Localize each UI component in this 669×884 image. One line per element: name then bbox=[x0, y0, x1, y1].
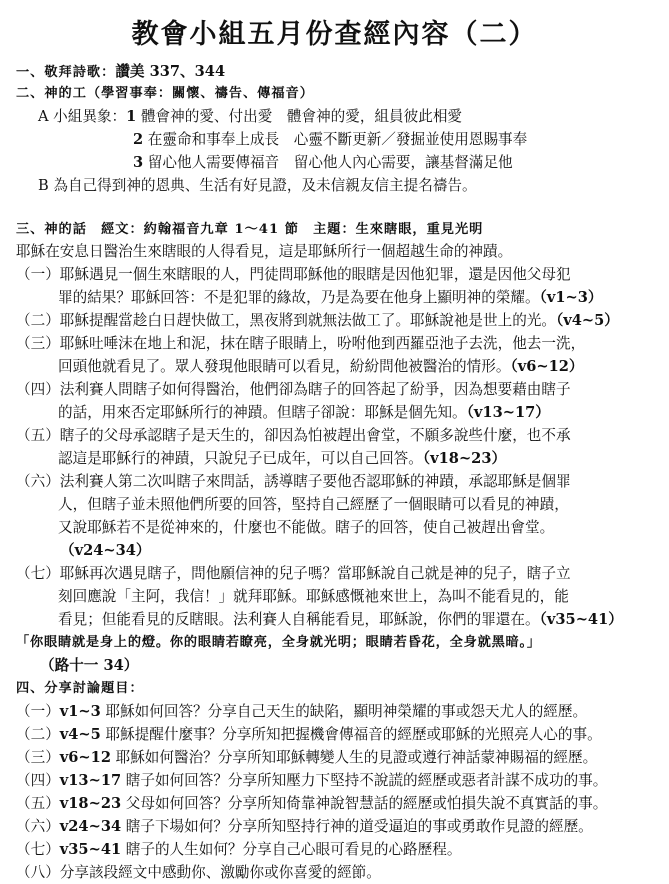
scripture-item-cont bbox=[58, 403, 550, 423]
item-text: 耶穌提醒當趁白日趕快做工，黑夜將到就無法做工了。耶穌說祂是世上的光。 bbox=[59, 312, 556, 329]
item-text: 認這是耶穌行的神蹟，只說兒子已成年，可以自己回答。 bbox=[58, 450, 423, 467]
item-number: （五） bbox=[16, 795, 60, 812]
item-text: 分享該段經文中感動你、激勵你或你喜愛的經節。 bbox=[59, 864, 381, 881]
discussion-item bbox=[16, 817, 593, 837]
item-text: 耶穌遇見一個生來瞎眼的人，門徒問耶穌他的眼瞎是因他犯罪，還是因他父母犯 bbox=[59, 266, 571, 283]
vision-text: 體會神的愛、付出愛 體會神的愛，組員彼此相愛 bbox=[140, 108, 463, 125]
verse-ref: v18~23 bbox=[59, 795, 122, 812]
section-worship-songs bbox=[16, 62, 225, 83]
scripture-item-cont: 又說耶穌若不是從神來的，什麼也不能做。瞎子的回答，使自己被趕出會堂。 bbox=[58, 519, 555, 536]
vision-line-1 bbox=[38, 107, 462, 127]
section-gods-work-header: 二、神的工（學習事奉：關懷、禱告、傳福音） bbox=[16, 86, 314, 101]
item-number: （六） bbox=[16, 473, 60, 490]
item-number: （五） bbox=[16, 427, 60, 444]
vision-line-3 bbox=[133, 153, 513, 173]
item-number: （一） bbox=[16, 703, 60, 720]
item-text: 耶穌吐唾沫在地上和泥，抹在瞎子眼睛上，吩咐他到西羅亞池子去洗，他去一洗， bbox=[59, 335, 586, 352]
section-label: 一、敬拜詩歌： bbox=[16, 65, 116, 80]
scripture-item-cont bbox=[58, 357, 583, 377]
verse-ref: （v6~12） bbox=[510, 358, 584, 375]
scripture-item bbox=[16, 380, 571, 400]
scripture-intro: 耶穌在安息日醫治生來瞎眼的人得看見，這是耶穌所行一個超越生命的神蹟。 bbox=[16, 243, 513, 260]
scripture-item-cont: 刻回應說「主阿，我信！」就拜耶穌。耶穌感慨祂來世上，為叫不能看見的，能 bbox=[58, 588, 569, 605]
verse-ref: （v35~41） bbox=[539, 611, 623, 628]
verse-ref: v6~12 bbox=[59, 749, 111, 766]
vision-num: 2 bbox=[133, 131, 144, 148]
item-number: （七） bbox=[16, 841, 60, 858]
item-text: 法利賽人第二次叫瞎子來問話，誘導瞎子要他否認耶穌的神蹟，承認耶穌是個罪 bbox=[59, 473, 571, 490]
item-text: 耶穌再次遇見瞎子，問他願信神的兒子嗎？當耶穌說自己就是神的兒子，瞎子立 bbox=[59, 565, 571, 582]
verse-ref: v24~34 bbox=[59, 818, 122, 835]
scripture-item bbox=[16, 265, 571, 285]
verse-ref: v35~41 bbox=[59, 841, 122, 858]
verse-ref: （v4~5） bbox=[556, 312, 619, 329]
item-text: 瞎子的人生如何？分享自己心眼可看見的心路歷程。 bbox=[125, 841, 462, 858]
item-text: 罪的結果？耶穌回答：不是犯罪的緣故，乃是為要在他身上顯明神的榮耀。 bbox=[58, 289, 540, 306]
verse-ref: v4~5 bbox=[59, 726, 101, 743]
vision-text: 留心他人需要傳福音 留心他人內心需要，讓基督滿足他 bbox=[147, 154, 513, 171]
prayer-line: B 為自己得到神的恩典、生活有好見證，及未信親友信主提名禱告。 bbox=[38, 177, 477, 194]
vision-num: 3 bbox=[133, 154, 144, 171]
verse-ref: （v18~23） bbox=[422, 450, 507, 467]
verse-ref: v1~3 bbox=[59, 703, 101, 720]
item-number: （三） bbox=[16, 749, 60, 766]
discussion-item bbox=[16, 840, 461, 860]
item-text: 看見；但能看見的反瞎眼。法利賽人自稱能看見，耶穌說，你們的罪還在。 bbox=[58, 611, 540, 628]
item-text: 瞎子的父母承認瞎子是天生的，卻因為怕被趕出會堂，不願多說些什麼，也不承 bbox=[59, 427, 571, 444]
page-title: 教會小組五月份查經內容（二） bbox=[131, 19, 538, 50]
item-text: 瞎子下場如何？分享所知堅持行神的道受逼迫的事或勇敢作見證的經歷。 bbox=[125, 818, 593, 835]
verse-ref: （v24~34） bbox=[60, 542, 151, 559]
discussion-item bbox=[16, 702, 587, 722]
item-number: （六） bbox=[16, 818, 60, 835]
vision-num: 1 bbox=[126, 108, 137, 125]
item-text: 的話，用來否定耶穌所行的神蹟。但瞎子卻說：耶穌是個先知。 bbox=[58, 404, 467, 421]
item-text: 耶穌如何回答？分享自己天生的缺陷，顯明神榮耀的事或怨天尤人的經歷。 bbox=[105, 703, 588, 720]
scripture-item bbox=[16, 472, 571, 492]
item-number: （八） bbox=[16, 864, 60, 881]
item-text: 父母如何回答？分享所知倚靠神說智慧話的經歷或怕損失說不真實話的事。 bbox=[125, 795, 608, 812]
scripture-item-cont: 人，但瞎子並未照他們所要的回答，堅持自己經歷了一個眼睛可以看見的神蹟， bbox=[58, 496, 569, 513]
discussion-item bbox=[16, 794, 607, 814]
item-number: （四） bbox=[16, 772, 60, 789]
vision-text: 在靈命和事奉上成長 心靈不斷更新／發掘並使用恩賜事奉 bbox=[147, 131, 528, 148]
scripture-item bbox=[16, 311, 619, 331]
item-text: 回頭他就看見了。眾人發現他眼睛可以看見，紛紛問他被醫治的情形。 bbox=[58, 358, 511, 375]
discussion-item bbox=[16, 725, 602, 745]
item-text: 耶穌如何醫治？分享所知耶穌轉變人生的見證或遵行神話蒙神賜福的經歷。 bbox=[115, 749, 598, 766]
songs-value: 讚美 337、344 bbox=[115, 63, 226, 80]
verse-ref: （v13~17） bbox=[466, 404, 550, 421]
verse-ref: （v1~3） bbox=[539, 289, 603, 306]
bible-quote-ref: （路十一 34） bbox=[40, 657, 139, 674]
bible-quote: 「你眼睛就是身上的燈。你的眼睛若瞭亮，全身就光明；眼睛若昏花，全身就黑暗。」 bbox=[16, 635, 541, 650]
item-text: 瞎子如何回答？分享所知壓力下堅持不說謊的經歷或惡者計謀不成功的事。 bbox=[125, 772, 608, 789]
scripture-item-cont bbox=[58, 449, 506, 469]
item-number: （二） bbox=[16, 726, 60, 743]
item-text: 耶穌提醒什麼事？分享所知把握機會傳福音的經歷或耶穌的光照亮人心的事。 bbox=[105, 726, 602, 743]
scripture-item-cont bbox=[58, 288, 603, 308]
item-number: （四） bbox=[16, 381, 60, 398]
verse-ref: v13~17 bbox=[59, 772, 122, 789]
vision-label: A 小組異象： bbox=[38, 108, 127, 125]
item-number: （一） bbox=[16, 266, 60, 283]
scripture-item bbox=[16, 334, 585, 354]
item-number: （七） bbox=[16, 565, 60, 582]
item-number: （二） bbox=[16, 312, 60, 329]
discussion-item bbox=[16, 771, 607, 791]
scripture-item-cont bbox=[58, 610, 623, 630]
item-number: （三） bbox=[16, 335, 60, 352]
section-discussion-header: 四、分享討論題目： bbox=[16, 681, 144, 696]
section-scripture-header: 三、神的話 經文：約翰福音九章 1～41 節 主題：生來瞎眼，重見光明 bbox=[16, 222, 484, 237]
item-text: 法利賽人問瞎子如何得醫治，他們卻為瞎子的回答起了紛爭，因為想要藉由瞎子 bbox=[59, 381, 571, 398]
scripture-item bbox=[16, 564, 571, 584]
scripture-item bbox=[16, 426, 571, 446]
vision-line-2 bbox=[133, 130, 527, 150]
discussion-item bbox=[16, 748, 597, 768]
discussion-item bbox=[16, 863, 381, 883]
